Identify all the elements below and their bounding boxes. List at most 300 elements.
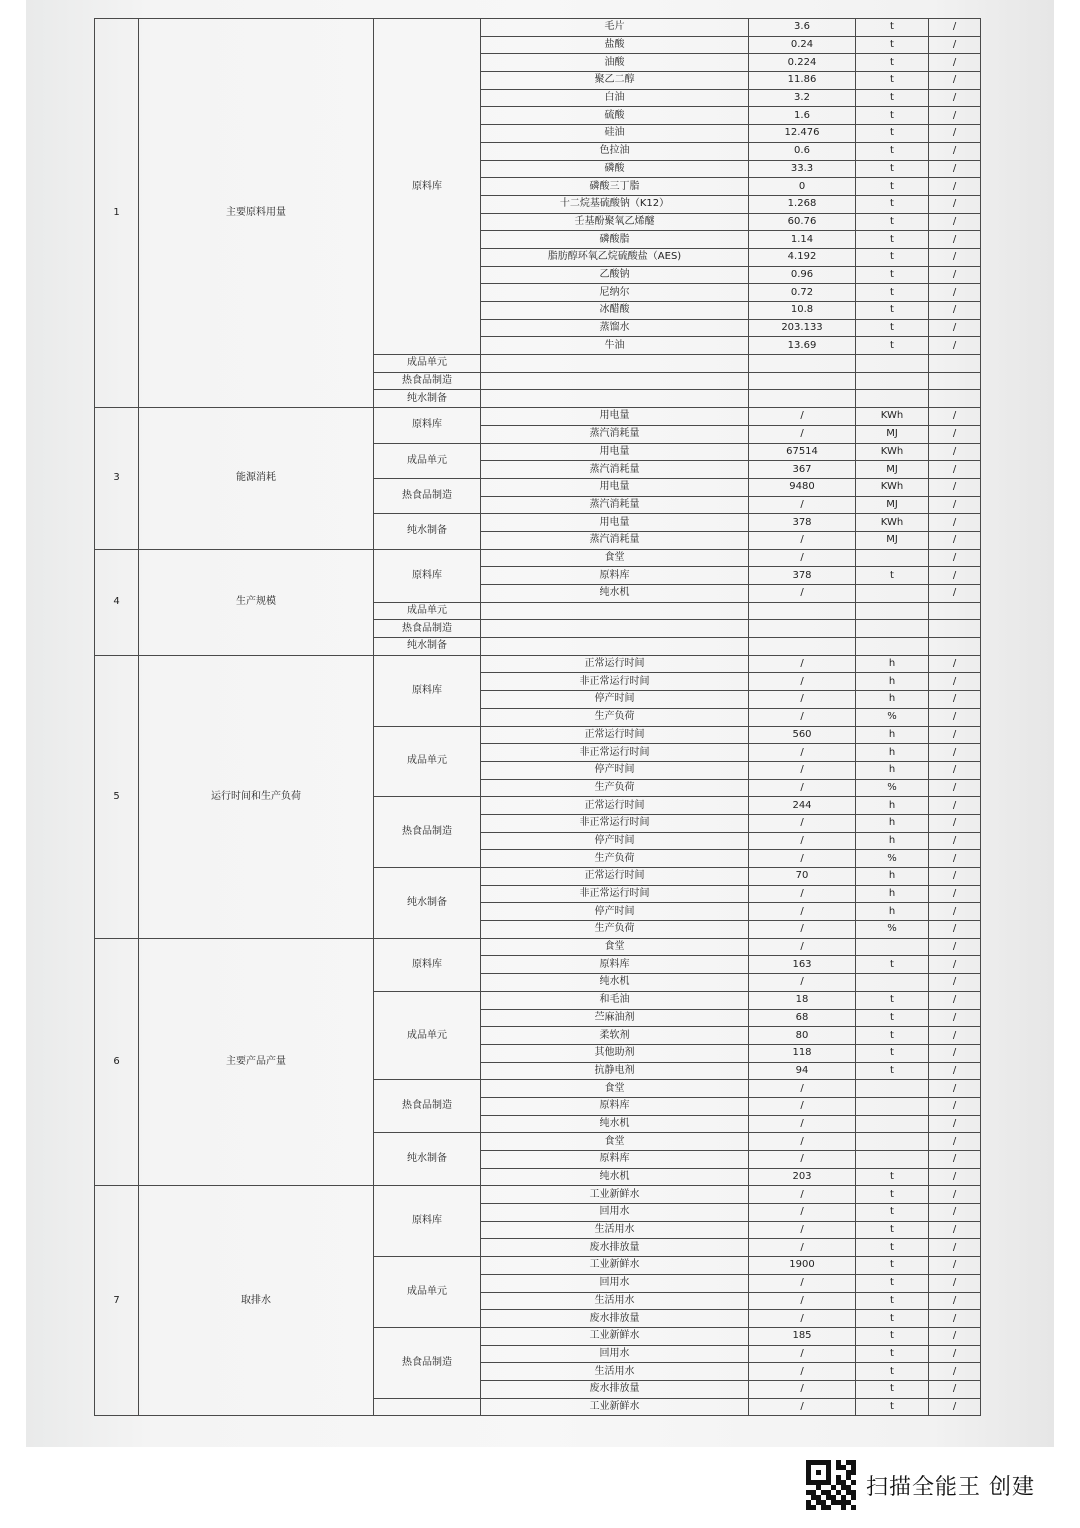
item-unit: t	[856, 991, 929, 1009]
item-remark: /	[929, 1398, 981, 1416]
item-unit: h	[856, 691, 929, 709]
item-remark: /	[929, 425, 981, 443]
item-name: 乙酸钠	[481, 266, 749, 284]
item-value: /	[749, 1380, 856, 1398]
unit-name	[374, 1398, 481, 1416]
item-name: 停产时间	[481, 761, 749, 779]
item-name: 冰醋酸	[481, 302, 749, 320]
item-unit: t	[856, 1044, 929, 1062]
item-name: 蒸汽消耗量	[481, 531, 749, 549]
item-name: 其他助剂	[481, 1044, 749, 1062]
item-remark: /	[929, 903, 981, 921]
item-unit: t	[856, 195, 929, 213]
item-name: 正常运行时间	[481, 726, 749, 744]
item-remark: /	[929, 1027, 981, 1045]
item-name: 回用水	[481, 1274, 749, 1292]
item-unit	[856, 620, 929, 638]
item-remark: /	[929, 938, 981, 956]
item-unit: t	[856, 337, 929, 355]
item-remark: /	[929, 461, 981, 479]
item-unit: t	[856, 1204, 929, 1222]
item-remark: /	[929, 567, 981, 585]
item-name: 食堂	[481, 1080, 749, 1098]
item-value: /	[749, 1239, 856, 1257]
item-name: 蒸汽消耗量	[481, 461, 749, 479]
item-remark: /	[929, 1274, 981, 1292]
unit-name: 纯水制备	[374, 1133, 481, 1186]
item-value: 68	[749, 1009, 856, 1027]
item-value: 13.69	[749, 337, 856, 355]
item-name: 工业新鲜水	[481, 1186, 749, 1204]
item-remark: /	[929, 1380, 981, 1398]
item-remark: /	[929, 443, 981, 461]
item-value: /	[749, 531, 856, 549]
item-remark: /	[929, 1151, 981, 1169]
item-remark: /	[929, 673, 981, 691]
item-unit: h	[856, 726, 929, 744]
item-unit: t	[856, 1274, 929, 1292]
item-unit: t	[856, 1009, 929, 1027]
item-value: 0	[749, 178, 856, 196]
item-unit: t	[856, 248, 929, 266]
item-name: 工业新鲜水	[481, 1398, 749, 1416]
item-unit: t	[856, 125, 929, 143]
item-remark: /	[929, 266, 981, 284]
item-name: 生产负荷	[481, 708, 749, 726]
item-value: 163	[749, 956, 856, 974]
unit-name: 原料库	[374, 549, 481, 602]
item-unit: MJ	[856, 461, 929, 479]
item-unit: t	[856, 567, 929, 585]
item-unit	[856, 355, 929, 373]
item-value	[749, 620, 856, 638]
item-value: /	[749, 903, 856, 921]
item-name: 生产负荷	[481, 779, 749, 797]
item-remark	[929, 390, 981, 408]
section-name: 取排水	[139, 1186, 374, 1416]
item-name: 非正常运行时间	[481, 744, 749, 762]
unit-name: 纯水制备	[374, 390, 481, 408]
item-value: /	[749, 1080, 856, 1098]
item-remark: /	[929, 1257, 981, 1275]
item-unit	[856, 938, 929, 956]
item-name: 回用水	[481, 1345, 749, 1363]
item-value: 3.6	[749, 19, 856, 37]
item-value: /	[749, 974, 856, 992]
section-number: 1	[95, 19, 139, 408]
table-row	[95, 549, 981, 567]
item-remark: /	[929, 655, 981, 673]
item-unit: t	[856, 1310, 929, 1328]
item-remark: /	[929, 514, 981, 532]
item-unit: h	[856, 744, 929, 762]
item-unit	[856, 974, 929, 992]
item-unit: t	[856, 1027, 929, 1045]
item-name: 白油	[481, 89, 749, 107]
item-name	[481, 355, 749, 373]
item-remark: /	[929, 107, 981, 125]
item-remark	[929, 602, 981, 620]
item-name: 用电量	[481, 443, 749, 461]
section-name: 生产规模	[139, 549, 374, 655]
item-value: /	[749, 655, 856, 673]
item-value: /	[749, 1186, 856, 1204]
item-value: /	[749, 1133, 856, 1151]
item-name: 纯水机	[481, 974, 749, 992]
unit-name: 原料库	[374, 655, 481, 726]
item-remark: /	[929, 814, 981, 832]
item-unit: t	[856, 1292, 929, 1310]
item-name: 硫酸	[481, 107, 749, 125]
item-value: /	[749, 1204, 856, 1222]
item-unit: t	[856, 1239, 929, 1257]
table-row	[95, 655, 981, 673]
item-unit: t	[856, 319, 929, 337]
table-row	[95, 19, 981, 37]
section-name: 主要原料用量	[139, 19, 374, 408]
section-name: 能源消耗	[139, 408, 374, 550]
item-value: /	[749, 832, 856, 850]
item-name: 毛片	[481, 19, 749, 37]
item-name: 食堂	[481, 549, 749, 567]
item-remark: /	[929, 302, 981, 320]
item-unit: t	[856, 1186, 929, 1204]
item-value: 10.8	[749, 302, 856, 320]
section-number: 3	[95, 408, 139, 550]
item-name: 柔软剂	[481, 1027, 749, 1045]
item-value: /	[749, 1151, 856, 1169]
item-name: 牛油	[481, 337, 749, 355]
item-value: 70	[749, 868, 856, 886]
unit-name: 热食品制造	[374, 797, 481, 868]
section-number: 5	[95, 655, 139, 938]
item-unit: KWh	[856, 478, 929, 496]
item-value	[749, 372, 856, 390]
item-remark	[929, 620, 981, 638]
item-remark: /	[929, 125, 981, 143]
item-value: 1.14	[749, 231, 856, 249]
item-remark: /	[929, 319, 981, 337]
item-remark: /	[929, 708, 981, 726]
item-name: 蒸馏水	[481, 319, 749, 337]
item-remark	[929, 355, 981, 373]
item-unit: t	[856, 178, 929, 196]
item-unit: t	[856, 1327, 929, 1345]
item-name	[481, 372, 749, 390]
item-remark	[929, 638, 981, 656]
item-remark: /	[929, 797, 981, 815]
item-name: 废水排放量	[481, 1380, 749, 1398]
section-name: 主要产品产量	[139, 938, 374, 1186]
item-unit	[856, 549, 929, 567]
item-remark: /	[929, 1186, 981, 1204]
item-name: 用电量	[481, 478, 749, 496]
item-value: 11.86	[749, 72, 856, 90]
item-remark: /	[929, 1168, 981, 1186]
item-remark: /	[929, 761, 981, 779]
item-remark: /	[929, 1009, 981, 1027]
item-remark: /	[929, 585, 981, 603]
item-unit: t	[856, 266, 929, 284]
item-unit: t	[856, 1363, 929, 1381]
item-name: 油酸	[481, 54, 749, 72]
unit-name: 纯水制备	[374, 868, 481, 939]
item-name: 正常运行时间	[481, 797, 749, 815]
item-remark: /	[929, 1204, 981, 1222]
item-value: 0.96	[749, 266, 856, 284]
item-value: 4.192	[749, 248, 856, 266]
item-unit: t	[856, 72, 929, 90]
unit-name: 原料库	[374, 1186, 481, 1257]
item-value: /	[749, 814, 856, 832]
item-name: 纯水机	[481, 1168, 749, 1186]
item-name: 废水排放量	[481, 1239, 749, 1257]
unit-name: 原料库	[374, 19, 481, 355]
item-unit: t	[856, 1062, 929, 1080]
item-unit: h	[856, 761, 929, 779]
item-value: 185	[749, 1327, 856, 1345]
item-remark: /	[929, 284, 981, 302]
item-unit: t	[856, 89, 929, 107]
item-value	[749, 638, 856, 656]
item-unit: KWh	[856, 514, 929, 532]
item-value: 203.133	[749, 319, 856, 337]
item-remark: /	[929, 726, 981, 744]
item-value: /	[749, 1363, 856, 1381]
item-name	[481, 602, 749, 620]
unit-name: 成品单元	[374, 443, 481, 478]
item-value: 67514	[749, 443, 856, 461]
item-remark: /	[929, 1062, 981, 1080]
item-remark: /	[929, 160, 981, 178]
item-value: 118	[749, 1044, 856, 1062]
item-remark: /	[929, 1080, 981, 1098]
unit-name: 成品单元	[374, 1257, 481, 1328]
item-value: /	[749, 1345, 856, 1363]
item-name: 抗静电剂	[481, 1062, 749, 1080]
item-remark: /	[929, 337, 981, 355]
item-value: 378	[749, 514, 856, 532]
item-remark: /	[929, 744, 981, 762]
item-value: /	[749, 744, 856, 762]
item-value: 18	[749, 991, 856, 1009]
item-value: /	[749, 761, 856, 779]
section-name: 运行时间和生产负荷	[139, 655, 374, 938]
item-name: 生产负荷	[481, 850, 749, 868]
item-name: 盐酸	[481, 36, 749, 54]
item-remark: /	[929, 991, 981, 1009]
item-unit: h	[856, 903, 929, 921]
item-remark: /	[929, 868, 981, 886]
brand-text: 扫描全能王 创建	[866, 1474, 1035, 1500]
item-value: /	[749, 673, 856, 691]
unit-name: 原料库	[374, 938, 481, 991]
item-remark: /	[929, 921, 981, 939]
item-value	[749, 355, 856, 373]
item-remark: /	[929, 691, 981, 709]
item-remark: /	[929, 231, 981, 249]
item-name: 磷酸脂	[481, 231, 749, 249]
item-value: /	[749, 1274, 856, 1292]
item-value: 1.6	[749, 107, 856, 125]
item-remark: /	[929, 178, 981, 196]
item-value: /	[749, 1310, 856, 1328]
item-value: 203	[749, 1168, 856, 1186]
item-unit: t	[856, 284, 929, 302]
unit-name: 热食品制造	[374, 620, 481, 638]
section-number: 4	[95, 549, 139, 655]
item-unit: h	[856, 797, 929, 815]
item-unit: t	[856, 1380, 929, 1398]
unit-name: 成品单元	[374, 991, 481, 1079]
item-remark: /	[929, 974, 981, 992]
item-value: /	[749, 850, 856, 868]
item-unit: MJ	[856, 531, 929, 549]
item-value: /	[749, 496, 856, 514]
item-value: /	[749, 425, 856, 443]
item-name: 停产时间	[481, 903, 749, 921]
unit-name: 纯水制备	[374, 638, 481, 656]
item-name: 色拉油	[481, 142, 749, 160]
item-value: /	[749, 779, 856, 797]
item-name	[481, 638, 749, 656]
item-name: 生活用水	[481, 1221, 749, 1239]
item-remark: /	[929, 531, 981, 549]
item-name: 非正常运行时间	[481, 814, 749, 832]
item-unit: t	[856, 1345, 929, 1363]
item-remark: /	[929, 1115, 981, 1133]
item-unit: %	[856, 779, 929, 797]
unit-name: 成品单元	[374, 602, 481, 620]
item-value	[749, 390, 856, 408]
item-name: 蒸汽消耗量	[481, 425, 749, 443]
item-remark: /	[929, 408, 981, 426]
item-remark: /	[929, 885, 981, 903]
item-value: /	[749, 691, 856, 709]
item-name: 食堂	[481, 938, 749, 956]
item-value: 33.3	[749, 160, 856, 178]
item-unit	[856, 1097, 929, 1115]
item-name: 回用水	[481, 1204, 749, 1222]
item-unit	[856, 638, 929, 656]
item-unit: t	[856, 36, 929, 54]
item-value: /	[749, 1115, 856, 1133]
item-value: /	[749, 708, 856, 726]
item-value: /	[749, 938, 856, 956]
qr-code-icon	[806, 1460, 856, 1510]
item-remark: /	[929, 1363, 981, 1381]
section-number: 6	[95, 938, 139, 1186]
item-remark	[929, 372, 981, 390]
item-value: 1900	[749, 1257, 856, 1275]
item-remark: /	[929, 549, 981, 567]
item-unit	[856, 1080, 929, 1098]
item-value: /	[749, 921, 856, 939]
item-remark: /	[929, 54, 981, 72]
item-name: 和毛油	[481, 991, 749, 1009]
scanned-page	[26, 0, 1054, 1447]
item-name: 磷酸	[481, 160, 749, 178]
item-remark: /	[929, 89, 981, 107]
table-row	[95, 938, 981, 956]
item-value: 9480	[749, 478, 856, 496]
item-value: 0.224	[749, 54, 856, 72]
item-unit	[856, 1151, 929, 1169]
item-unit: h	[856, 673, 929, 691]
item-value: 94	[749, 1062, 856, 1080]
item-name: 正常运行时间	[481, 655, 749, 673]
item-remark: /	[929, 19, 981, 37]
item-value: /	[749, 1292, 856, 1310]
item-name: 壬基酚聚氧乙烯醚	[481, 213, 749, 231]
item-value: /	[749, 585, 856, 603]
item-remark: /	[929, 1133, 981, 1151]
item-unit: %	[856, 850, 929, 868]
unit-name: 热食品制造	[374, 478, 481, 513]
unit-name: 成品单元	[374, 726, 481, 797]
item-name: 生活用水	[481, 1292, 749, 1310]
item-value: /	[749, 885, 856, 903]
item-value: /	[749, 408, 856, 426]
item-unit: h	[856, 655, 929, 673]
item-value: 3.2	[749, 89, 856, 107]
item-unit	[856, 372, 929, 390]
item-remark: /	[929, 213, 981, 231]
item-value: /	[749, 1398, 856, 1416]
item-name	[481, 390, 749, 408]
item-remark: /	[929, 195, 981, 213]
item-unit	[856, 1133, 929, 1151]
item-unit: t	[856, 1398, 929, 1416]
item-remark: /	[929, 1044, 981, 1062]
item-unit	[856, 602, 929, 620]
item-name: 原料库	[481, 1151, 749, 1169]
item-name	[481, 620, 749, 638]
item-name: 脂肪醇环氧乙烷硫酸盐（AES)	[481, 248, 749, 266]
item-name: 磷酸三丁脂	[481, 178, 749, 196]
item-remark: /	[929, 478, 981, 496]
item-name: 纯水机	[481, 585, 749, 603]
item-name: 工业新鲜水	[481, 1327, 749, 1345]
item-remark: /	[929, 1239, 981, 1257]
unit-name: 原料库	[374, 408, 481, 443]
item-value: 378	[749, 567, 856, 585]
item-value: /	[749, 1221, 856, 1239]
item-name: 用电量	[481, 514, 749, 532]
table-row	[95, 408, 981, 426]
item-remark: /	[929, 956, 981, 974]
item-unit: %	[856, 921, 929, 939]
item-name: 苎麻油剂	[481, 1009, 749, 1027]
item-unit: t	[856, 1221, 929, 1239]
item-value	[749, 602, 856, 620]
item-remark: /	[929, 142, 981, 160]
item-name: 尼纳尔	[481, 284, 749, 302]
item-name: 生产负荷	[481, 921, 749, 939]
item-unit: h	[856, 814, 929, 832]
item-unit: h	[856, 832, 929, 850]
item-value: 0.6	[749, 142, 856, 160]
item-unit: MJ	[856, 496, 929, 514]
item-name: 正常运行时间	[481, 868, 749, 886]
item-value: 367	[749, 461, 856, 479]
item-name: 蒸汽消耗量	[481, 496, 749, 514]
item-unit: t	[856, 142, 929, 160]
item-remark: /	[929, 1097, 981, 1115]
item-name: 硅油	[481, 125, 749, 143]
item-unit: MJ	[856, 425, 929, 443]
item-unit	[856, 1115, 929, 1133]
